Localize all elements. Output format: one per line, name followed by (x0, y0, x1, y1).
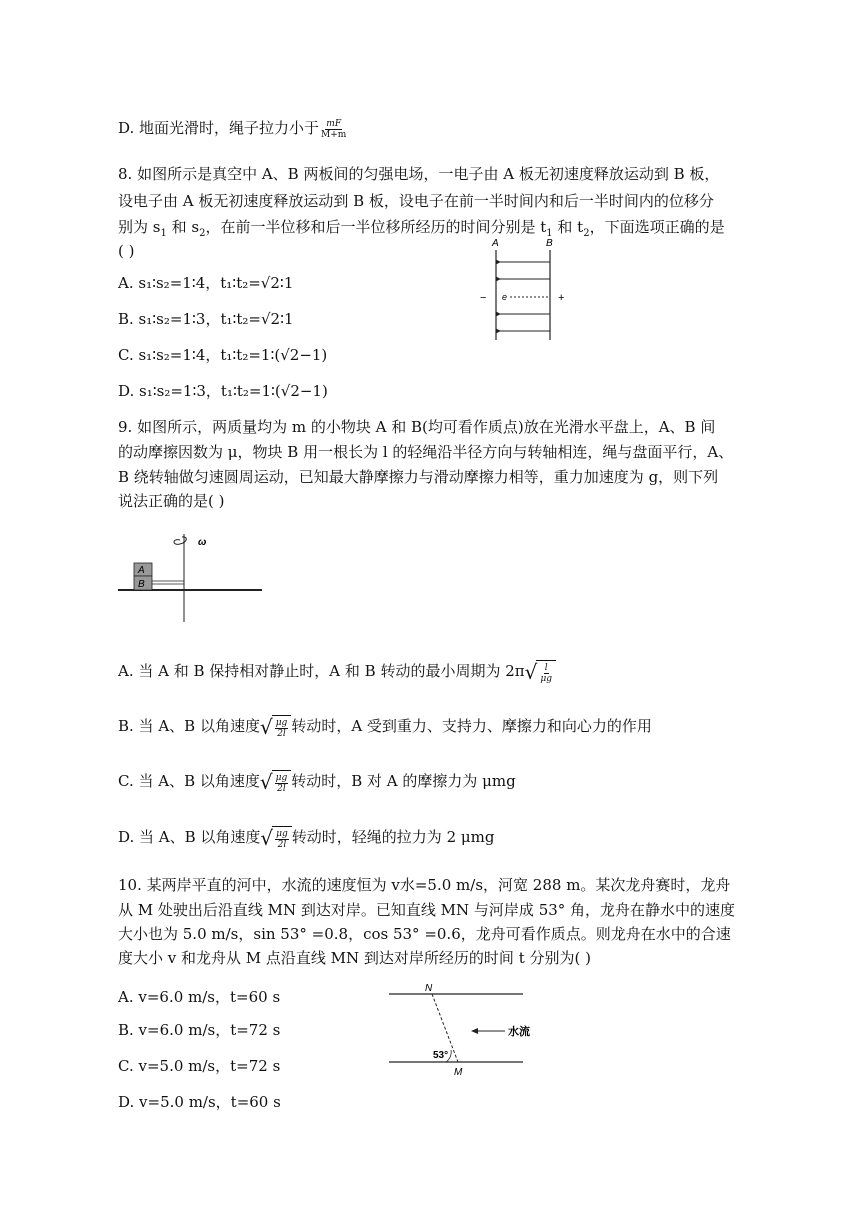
angle-label: 53° (433, 1050, 449, 1061)
q8-option-d: D. s₁∶s₂=1∶3，t₁∶t₂=1∶(√2−1) (118, 382, 328, 400)
field-lines (500, 262, 550, 331)
omega-label: ω (198, 537, 207, 548)
q10-option-a: A. v=6.0 m/s，t=60 s (118, 988, 281, 1006)
q10-option-d: D. v=5.0 m/s，t=60 s (118, 1093, 281, 1111)
q9-option-a: A. 当 A 和 B 保持相对静止时，A 和 B 转动的最小周期为 2π √ $\frac{l}{\mu g}$ (118, 660, 556, 684)
q7-option-d-text: D. 地面光滑时，绳子拉力小于 (118, 119, 320, 137)
q10-option-c: C. v=5.0 m/s，t=72 s (118, 1057, 281, 1075)
q10-stem-line1: 10. 某两岸平直的河中，水流的速度恒为 v水=5.0 m/s，河宽 288 m。某次龙舟赛时，龙舟 (118, 876, 731, 894)
minus-sign: − (480, 292, 487, 304)
electron-label: e (502, 292, 508, 302)
plate-a-label: A (492, 238, 499, 249)
q8-field-diagram (470, 232, 580, 344)
block-b-label: B (138, 579, 145, 590)
point-n-label: N (425, 983, 433, 994)
q8-option-a: A. s₁∶s₂=1∶4，t₁∶t₂=√2∶1 (118, 274, 294, 292)
q10-stem-line3: 大小也为 5.0 m/s，sin 53° =0.8，cos 53° =0.6，龙舟可看作质点。则龙舟在水中的合速 (118, 925, 731, 943)
q9-option-b: B. 当 A、B 以角速度 √ $\frac{\mu g}{2l}$ 转动时，A 受到重力、支持力、摩擦力和向心力的作用 (118, 715, 652, 739)
q8-stem-line1: 8. 如图所示是真空中 A、B 两板间的匀强电场，一电子由 A 板无初速度释放运动到 B 板， (118, 165, 720, 183)
q9-sqrt-a: √ $\frac{l}{\mu g}$ (525, 660, 556, 684)
q10-river-diagram (385, 978, 530, 1078)
block-a-label: A (138, 565, 145, 576)
point-m-label: M (454, 1067, 463, 1078)
q9-option-d: D. 当 A、B 以角速度 √ $\frac{\mu g}{2l}$ 转动时，轻绳的拉力为 2 μmg (118, 826, 495, 850)
plate-b-label: B (546, 238, 553, 249)
q8-option-c: C. s₁∶s₂=1∶4，t₁∶t₂=1∶(√2−1) (118, 346, 328, 364)
q8-stem-line2: 设电子由 A 板无初速度释放运动到 B 板，设电子在前一半时间内和后一半时间内的位移分 (118, 192, 714, 210)
q10-option-b: B. v=6.0 m/s，t=72 s (118, 1021, 281, 1039)
q8-stem-line3: 别为 $s_1$ 和 $s_2$，在前一半位移和后一半位移所经历的时间分别是 $t_1$ 和 $t_2$，下面选项正确的是 (118, 218, 725, 239)
plus-sign: + (558, 292, 565, 304)
q9-turntable-diagram (116, 530, 266, 622)
q7-option-d (118, 117, 348, 140)
q10-stem-line2: 从 M 处驶出后沿直线 MN 到达对岸。已知直线 MN 与河岸成 53° 角，龙舟在静水中的速度 (118, 901, 736, 919)
q10-stem-line4: 度大小 v 和龙舟从 M 点沿直线 MN 到达对岸所经历的时间 t 分别为( ) (118, 949, 591, 967)
q9-stem-line4: 说法正确的是( ) (118, 492, 225, 510)
q8-option-b: B. s₁∶s₂=1∶3，t₁∶t₂=√2∶1 (118, 310, 294, 328)
flow-label: 水流 (508, 1026, 530, 1038)
q8-answer-paren: ( ) (118, 242, 135, 260)
q9-option-c: C. 当 A、B 以角速度 √ $\frac{\mu g}{2l}$ 转动时，B 对 A 的摩擦力为 μmg (118, 770, 516, 794)
q9-stem-line1: 9. 如图所示，两质量均为 m 的小物块 A 和 B(均可看作质点)放在光滑水平盘上，A、B 间 (118, 418, 716, 436)
q9-stem-line2: 的动摩擦因数为 μ，物块 B 用一根长为 l 的轻绳沿半径方向与转轴相连，绳与盘面平行，A、 (118, 443, 734, 461)
q9-stem-line3: B 绕转轴做匀速圆周运动，已知最大静摩擦力与滑动摩擦力相等，重力加速度为 g，则下列 (118, 468, 719, 486)
q7-fraction: $\frac{mF}{M+m}$ (321, 118, 347, 140)
